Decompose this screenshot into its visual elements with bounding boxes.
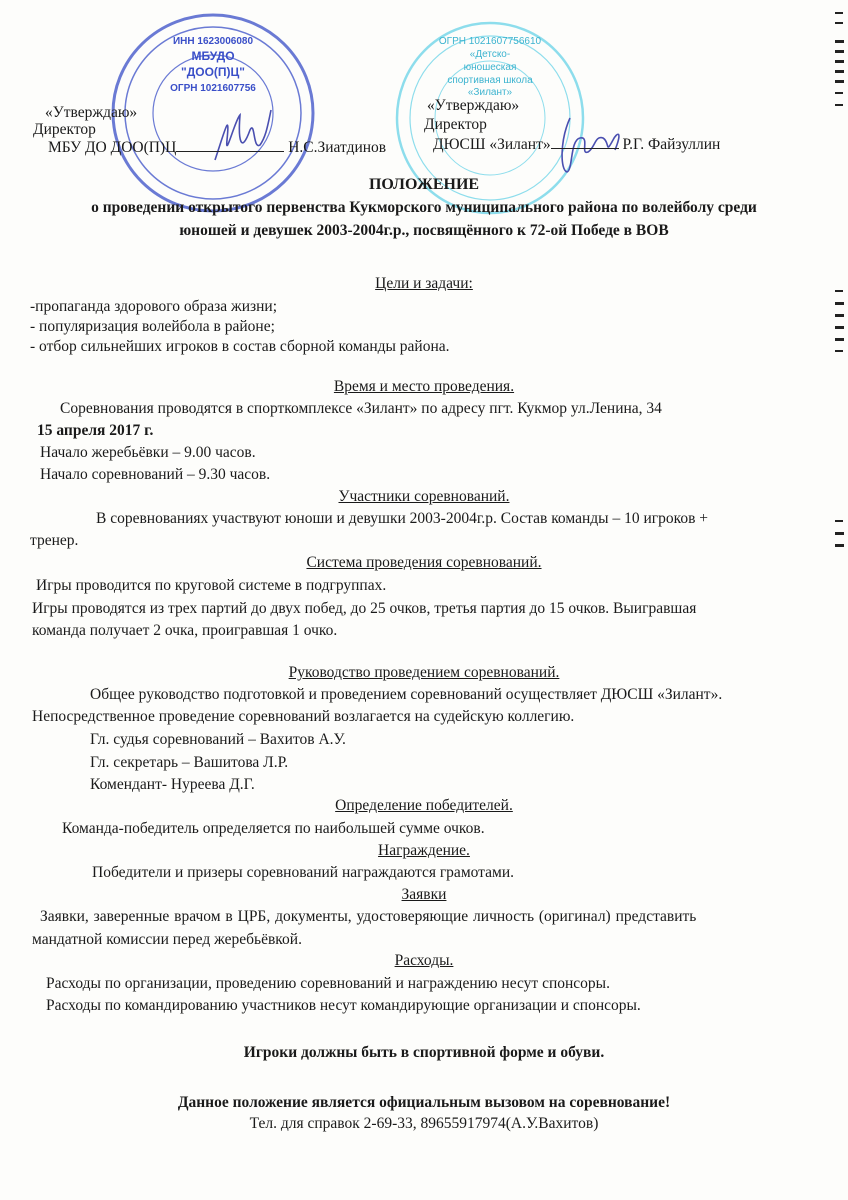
official-call-note: Данное положение является официальным вызовом на соревнование! (177, 1094, 671, 1111)
heading-goals: Цели и задачи: (375, 275, 473, 292)
goal-item: -пропаганда здорового образа жизни; (30, 298, 278, 315)
heading-system: Система проведения соревнований. (306, 554, 542, 571)
approve-label-1: «Утверждаю» (45, 104, 138, 121)
approver-org-2: ДЮСШ «Зилант» (433, 136, 551, 153)
system-text: Игры проводятся из трех партий до двух побед, до 25 очков, третья партия до 15 очков. Выигравшая (32, 600, 697, 617)
awards-text: Победители и призеры соревнований награждаются грамотами. (92, 864, 514, 881)
applications-text: мандатной комиссии перед жеребьёвкой. (32, 931, 302, 948)
winners-text: Команда-победитель определяется по наибольшей сумме очков. (62, 820, 485, 837)
heading-awards: Награждение. (378, 842, 470, 859)
heading-winners: Определение победителей. (335, 797, 513, 814)
participants-text: тренер. (30, 532, 79, 549)
signature-line-1 (176, 139, 284, 152)
approve-label-2: «Утверждаю» (427, 97, 520, 114)
approver-org-line-2 (433, 136, 720, 154)
signature-ziatdinov (205, 100, 285, 170)
document-title: ПОЛОЖЕНИЕ (368, 176, 480, 193)
approver-name-2: Р.Г. Файзуллин (622, 136, 721, 153)
chief-secretary: Гл. секретарь – Вашитова Л.Р. (90, 754, 289, 771)
draw-time: Начало жеребьёвки – 9.00 часов. (40, 444, 256, 461)
commandant: Комендант- Нуреева Д.Г. (90, 776, 255, 793)
approver-role-1: Директор (33, 121, 96, 138)
goal-item: - популяризация волейбола в районе; (30, 318, 275, 335)
approver-name-1: Н.С.Зиатдинов (288, 139, 387, 156)
approver-org-1: МБУ ДО ДОО(П)Ц (48, 139, 177, 156)
management-text: Непосредственное проведение соревнований возлагается на судейскую коллегию. (32, 708, 575, 725)
heading-time-place: Время и место проведения. (333, 378, 515, 395)
subtitle-line-1: о проведении открытого первенства Кукморского муниципального района по волейболу среди (91, 199, 757, 216)
start-time: Начало соревнований – 9.30 часов. (40, 466, 271, 483)
participants-text: В соревнованиях участвуют юноши и девушки 2003-2004г.р. Состав команды – 10 игроков + (96, 510, 709, 527)
applications-text: Заявки, заверенные врачом в ЦРБ, документы, удостоверяющие личность (оригинал) представить (40, 908, 697, 925)
venue-text: Соревнования проводятся в спорткомплексе «Зилант» по адресу пгт. Кукмор ул.Ленина, 34 (60, 400, 662, 417)
goal-item: - отбор сильнейших игроков в состав сборной команды района. (30, 338, 450, 355)
heading-participants: Участники соревнований. (338, 488, 510, 505)
heading-applications: Заявки (401, 886, 447, 903)
stamp-text: "ДОО(П)Ц" (181, 65, 245, 79)
stamp-text: спортивная школа (447, 75, 533, 86)
event-date: 15 апреля 2017 г. (37, 422, 154, 439)
stamp-text: «Зилант» (467, 87, 513, 98)
chief-judge: Гл. судья соревнований – Вахитов А.У. (90, 731, 346, 748)
stamp-text: ИНН 1623006080 (172, 36, 254, 47)
stamp-text: ОГРН 1021607756610 (438, 36, 542, 47)
dress-code-note: Игроки должны быть в спортивной форме и обуви. (243, 1044, 605, 1061)
signature-line-2 (551, 136, 619, 149)
system-text: команда получает 2 очка, проигравшая 1 очко. (32, 622, 338, 639)
approver-role-2: Директор (424, 116, 487, 133)
management-text: Общее руководство подготовкой и проведением соревнований осуществляет ДЮСШ «Зилант». (90, 686, 723, 703)
stamp-text: «Детско- (469, 49, 511, 60)
expenses-text: Расходы по организации, проведению соревнований и награждению несут спонсоры. (46, 975, 610, 992)
stamp-text: ОГРН 1021607756 (170, 83, 256, 94)
system-text: Игры проводится по круговой системе в подгруппах. (36, 577, 387, 594)
heading-management: Руководство проведением соревнований. (288, 664, 560, 681)
subtitle-line-2: юношей и девушек 2003-2004г.р., посвящённого к 72-ой Победе в ВОВ (179, 222, 669, 239)
heading-expenses: Расходы. (394, 952, 454, 969)
approver-org-line-1 (48, 139, 386, 157)
stamp-text: МБУДО (191, 49, 235, 63)
stamp-text: юношеская (463, 62, 517, 73)
contact-phone: Тел. для справок 2-69-33, 89655917974(А.У.Вахитов) (249, 1115, 599, 1132)
expenses-text: Расходы по командированию участников несут командирующие организации и спонсоры. (46, 997, 641, 1014)
